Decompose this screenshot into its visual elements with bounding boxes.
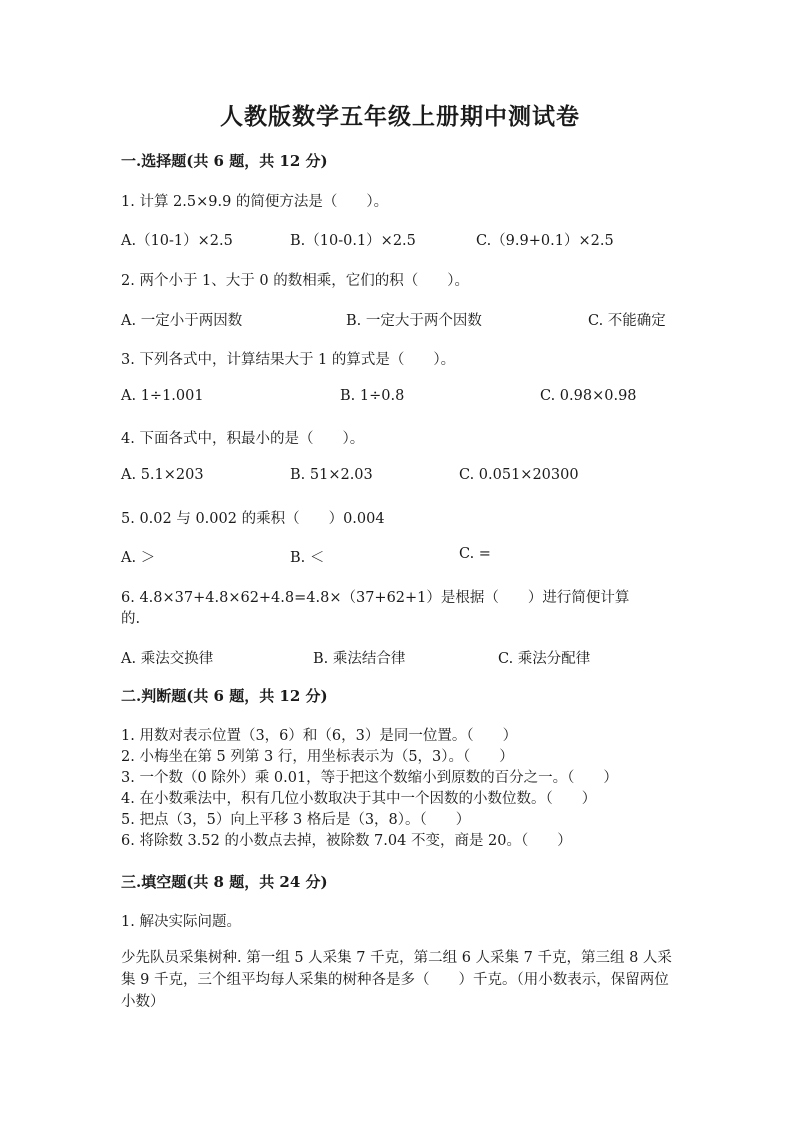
judge-item: 6. 将除数 3.52 的小数点去掉，被除数 7.04 不变，商是 20。（ ）	[121, 833, 572, 849]
judge-item: 5. 把点（3，5）向上平移 3 格后是（3，8）。（ ）	[121, 812, 471, 828]
option-c: C. 0.98×0.98	[540, 388, 637, 404]
option-c: C. 不能确定	[588, 313, 666, 329]
option-b: B.（10-0.1）×2.5	[290, 233, 416, 249]
judge-item: 1. 用数对表示位置（3，6）和（6，3）是同一位置。（ ）	[121, 728, 518, 744]
section-heading-fill: 三.填空题(共 8 题，共 24 分)	[121, 873, 328, 891]
option-a: A.（10-1）×2.5	[121, 233, 233, 249]
section-heading-judge: 二.判断题(共 6 题，共 12 分)	[121, 687, 328, 705]
option-c: C. =	[459, 546, 491, 562]
question-text: 1. 解决实际问题。	[121, 914, 241, 930]
option-a: A. ＞	[121, 550, 156, 566]
question-text: 2. 两个小于 1、大于 0 的数相乘，它们的积（ ）。	[121, 273, 469, 289]
question-text: 5. 0.02 与 0.002 的乘积（ ）0.004	[121, 511, 385, 527]
option-a: A. 乘法交换律	[121, 651, 214, 667]
option-b: B. 乘法结合律	[313, 651, 406, 667]
page-title: 人教版数学五年级上册期中测试卷	[220, 103, 580, 130]
question-text: 3. 下列各式中，计算结果大于 1 的算式是（ ）。	[121, 352, 456, 368]
option-b: B. 51×2.03	[290, 467, 373, 483]
option-b: B. ＜	[290, 550, 325, 566]
judge-item: 4. 在小数乘法中，积有几位小数取决于其中一个因数的小数位数。（ ）	[121, 791, 597, 807]
judge-item: 3. 一个数（0 除外）乘 0.01，等于把这个数缩小到原数的百分之一。（ ）	[121, 770, 618, 786]
option-c: C. 0.051×20300	[459, 467, 579, 483]
option-a: A. 1÷1.001	[121, 388, 204, 404]
option-b: B. 1÷0.8	[340, 388, 405, 404]
option-c: C. 乘法分配律	[498, 651, 591, 667]
option-c: C.（9.9+0.1）×2.5	[476, 233, 614, 249]
option-a: A. 5.1×203	[121, 467, 204, 483]
option-b: B. 一定大于两个因数	[346, 313, 482, 329]
question-text: 4. 下面各式中，积最小的是（ ）。	[121, 431, 365, 447]
question-paragraph: 少先队员采集树种. 第一组 5 人采集 7 千克，第二组 6 人采集 7 千克，第三组 8 人采集 9 千克，三个组平均每人采集的树种各是多（ ）千克。（用小数表示，保留两位小数）	[121, 950, 672, 1010]
section-heading-choice: 一.选择题(共 6 题，共 12 分)	[121, 152, 328, 170]
question-text: 1. 计算 2.5×9.9 的简便方法是（ ）。	[121, 194, 389, 210]
question-text-continued: 的.	[121, 611, 141, 627]
judge-item: 2. 小梅坐在第 5 列第 3 行，用坐标表示为（5，3）。（ ）	[121, 749, 514, 765]
option-a: A. 一定小于两因数	[121, 313, 243, 329]
question-text: 6. 4.8×37+4.8×62+4.8=4.8×（37+62+1）是根据（ ）进行简便计算	[121, 590, 630, 606]
